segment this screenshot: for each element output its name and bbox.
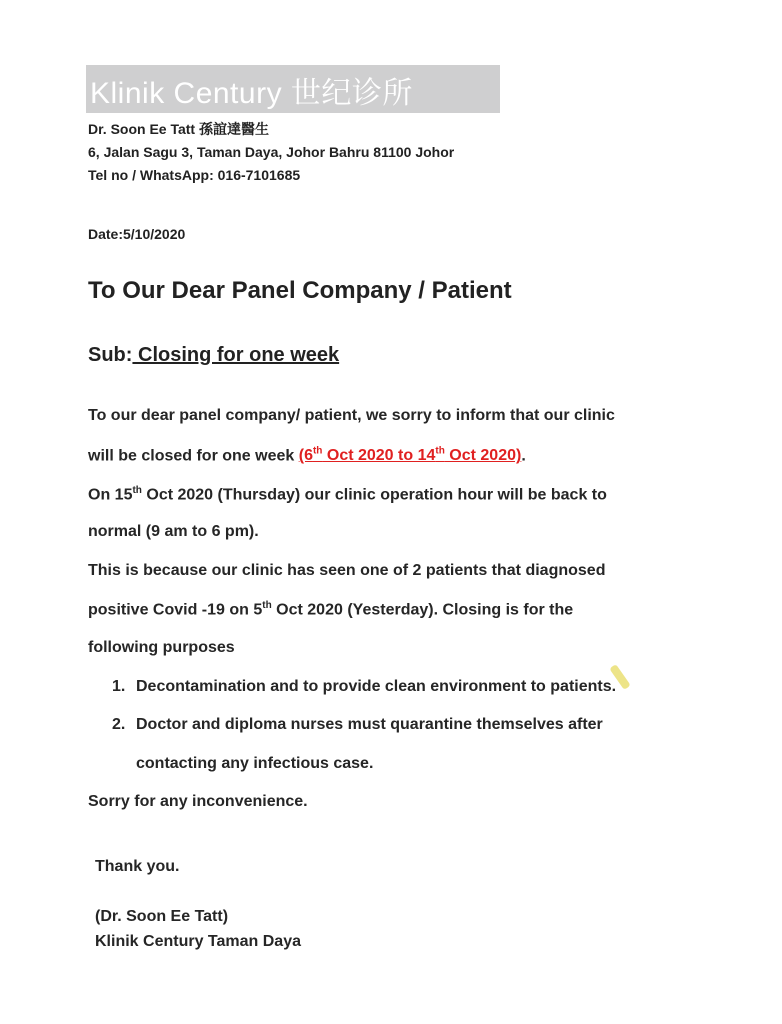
doctor-name: Dr. Soon Ee Tatt 孫誼達醫生 <box>88 121 269 137</box>
list-item-2-continued: contacting any infectious case. <box>136 755 374 772</box>
body-line-5: This is because our clinic has seen one of 2 patients that diagnosed <box>88 562 606 579</box>
apology-line: Sorry for any inconvenience. <box>88 793 308 810</box>
thank-you: Thank you. <box>95 858 180 875</box>
body-line-4: normal (9 am to 6 pm). <box>88 523 259 540</box>
body-line-2-text: will be closed for one week <box>88 447 299 465</box>
list-item-2: Doctor and diploma nurses must quarantine themselves after <box>136 716 603 733</box>
signature-name: (Dr. Soon Ee Tatt) <box>95 908 229 925</box>
salutation: To Our Dear Panel Company / Patient <box>88 277 512 304</box>
body-line-2: will be closed for one week (6th Oct 2020 to 14th Oct 2020). <box>88 446 526 465</box>
subject-prefix: Sub: <box>88 344 133 366</box>
subject-text: Closing for one week <box>132 344 340 366</box>
body-line-7: following purposes <box>88 639 235 656</box>
list-item-1-number: 1. <box>112 678 126 695</box>
list-item-2-number: 2. <box>112 716 126 733</box>
closure-dates: (6th Oct 2020 to 14th Oct 2020) <box>298 446 522 465</box>
subject-line <box>88 344 339 367</box>
body-line-3: On 15th Oct 2020 (Thursday) our clinic operation hour will be back to <box>88 485 607 504</box>
clinic-address: 6, Jalan Sagu 3, Taman Daya, Johor Bahru 81100 Johor <box>88 144 455 160</box>
body-line-1: To our dear panel company/ patient, we sorry to inform that our clinic <box>88 407 615 424</box>
body-line-6: positive Covid -19 on 5th Oct 2020 (Yesterday). Closing is for the <box>88 600 574 619</box>
clinic-phone: Tel no / WhatsApp: 016-7101685 <box>88 167 301 183</box>
letter-date: Date:5/10/2020 <box>88 226 186 242</box>
clinic-name: Klinik Century 世纪诊所 <box>90 77 413 110</box>
signature-clinic: Klinik Century Taman Daya <box>95 933 301 950</box>
list-item-1: Decontamination and to provide clean environment to patients. <box>136 678 617 695</box>
